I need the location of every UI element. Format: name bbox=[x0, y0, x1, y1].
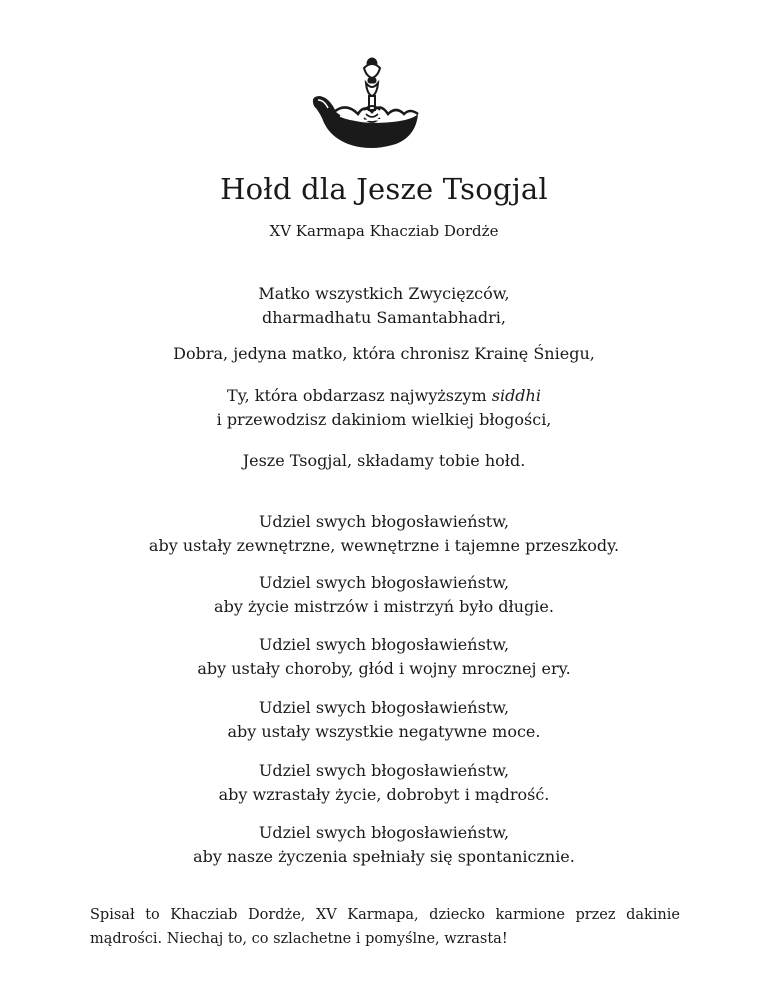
stanza bbox=[0, 759, 768, 807]
stanza-line-text: Ty, która obdarzasz najwyższym bbox=[227, 386, 492, 405]
stanza-line: aby wzrastały życie, dobrobyt i mądrość. bbox=[218, 785, 550, 804]
stanza-line: Jesze Tsogjal, składamy tobie hołd. bbox=[242, 451, 526, 470]
stanza bbox=[0, 510, 768, 558]
stanza-line: Matko wszystkich Zwycięzców, bbox=[258, 284, 510, 303]
stanza bbox=[0, 449, 768, 473]
stanza bbox=[0, 571, 768, 619]
stanza bbox=[0, 384, 768, 432]
stanza-line: Udziel swych błogosławieństw, bbox=[258, 573, 510, 592]
poem-author: XV Karmapa Khacziab Dordże bbox=[269, 222, 499, 240]
stanza-line: i przewodzisz dakiniom wielkiej błogości, bbox=[216, 410, 552, 429]
stanza bbox=[0, 633, 768, 681]
stanza bbox=[0, 821, 768, 869]
stanza-line: Dobra, jedyna matko, która chronisz Krainę Śniegu, bbox=[173, 344, 595, 363]
stanza-line: Udziel swych błogosławieństw, bbox=[258, 512, 510, 531]
stanza-line: aby ustały zewnętrzne, wewnętrzne i tajemne przeszkody. bbox=[148, 536, 620, 555]
stanza-line: dharmadhatu Samantabhadri, bbox=[261, 308, 506, 327]
stanza-line bbox=[0, 384, 768, 408]
stanza-line: Udziel swych błogosławieństw, bbox=[258, 698, 510, 717]
stanza-line: Udziel swych błogosławieństw, bbox=[258, 635, 510, 654]
stanza bbox=[0, 282, 768, 330]
stanza bbox=[0, 696, 768, 744]
skull-cup-kapala-icon bbox=[300, 56, 440, 152]
poem-title: Hołd dla Jesze Tsogjal bbox=[220, 172, 548, 206]
stanza-line: aby ustały wszystkie negatywne moce. bbox=[227, 722, 541, 741]
stanza-line: Udziel swych błogosławieństw, bbox=[258, 823, 510, 842]
stanza-line: aby ustały choroby, głód i wojny mrocznej ery. bbox=[197, 659, 571, 678]
stanza-line: aby życie mistrzów i mistrzyń było długie. bbox=[214, 597, 554, 616]
stanza-line-emphasis: siddhi bbox=[491, 386, 541, 405]
colophon: Spisał to Khacziab Dordże, XV Karmapa, dziecko karmione przez dakinie mądrości. Niechaj to, co szlachetne i pomyślne, wzrasta! bbox=[90, 907, 680, 947]
stanza bbox=[0, 342, 768, 366]
stanza-line: aby nasze życzenia spełniały się spontanicznie. bbox=[193, 847, 575, 866]
stanza-line: Udziel swych błogosławieństw, bbox=[258, 761, 510, 780]
